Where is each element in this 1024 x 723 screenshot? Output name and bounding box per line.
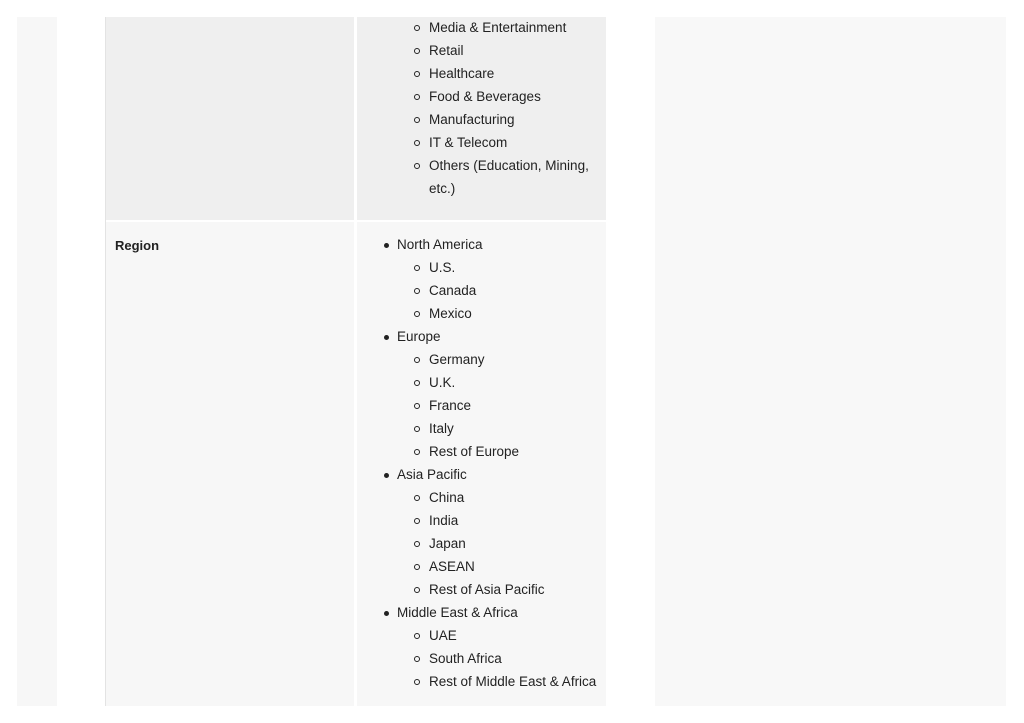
list-item: ASEAN (357, 555, 606, 578)
region-list (357, 233, 606, 693)
list-item: Canada (357, 279, 606, 302)
region-group-europe: Europe (357, 325, 606, 348)
list-item: Others (Education, Mining, etc.) (357, 154, 606, 200)
list-item: Media & Entertainment (357, 16, 606, 39)
segmentation-table (105, 17, 607, 706)
industry-label-cell (106, 17, 354, 220)
table-row-region (106, 222, 606, 706)
right-sidebar-panel (655, 17, 1006, 706)
list-item: U.K. (357, 371, 606, 394)
list-item: India (357, 509, 606, 532)
region-list-cell (357, 222, 606, 706)
list-item: Japan (357, 532, 606, 555)
list-item: UAE (357, 624, 606, 647)
list-item: France (357, 394, 606, 417)
industry-sub-list (357, 16, 606, 200)
region-label: Region (115, 238, 160, 253)
region-group-asia-pacific: Asia Pacific (357, 463, 606, 486)
list-item: Food & Beverages (357, 85, 606, 108)
list-item: Germany (357, 348, 606, 371)
region-label-cell (106, 222, 354, 706)
list-item: IT & Telecom (357, 131, 606, 154)
table-row-industry-continued (106, 17, 606, 220)
list-item: Manufacturing (357, 108, 606, 131)
list-item: Mexico (357, 302, 606, 325)
list-item: Rest of Middle East & Africa (357, 670, 606, 693)
list-item: Italy (357, 417, 606, 440)
list-item: South Africa (357, 647, 606, 670)
list-item: Rest of Europe (357, 440, 606, 463)
list-item: China (357, 486, 606, 509)
list-item: Healthcare (357, 62, 606, 85)
list-item: U.S. (357, 256, 606, 279)
region-group-middle-east-africa: Middle East & Africa (357, 601, 606, 624)
list-item: Retail (357, 39, 606, 62)
industry-list-cell (357, 17, 606, 220)
region-group-north-america: North America (357, 233, 606, 256)
list-item: Rest of Asia Pacific (357, 578, 606, 601)
left-sidebar-rail (17, 17, 57, 706)
